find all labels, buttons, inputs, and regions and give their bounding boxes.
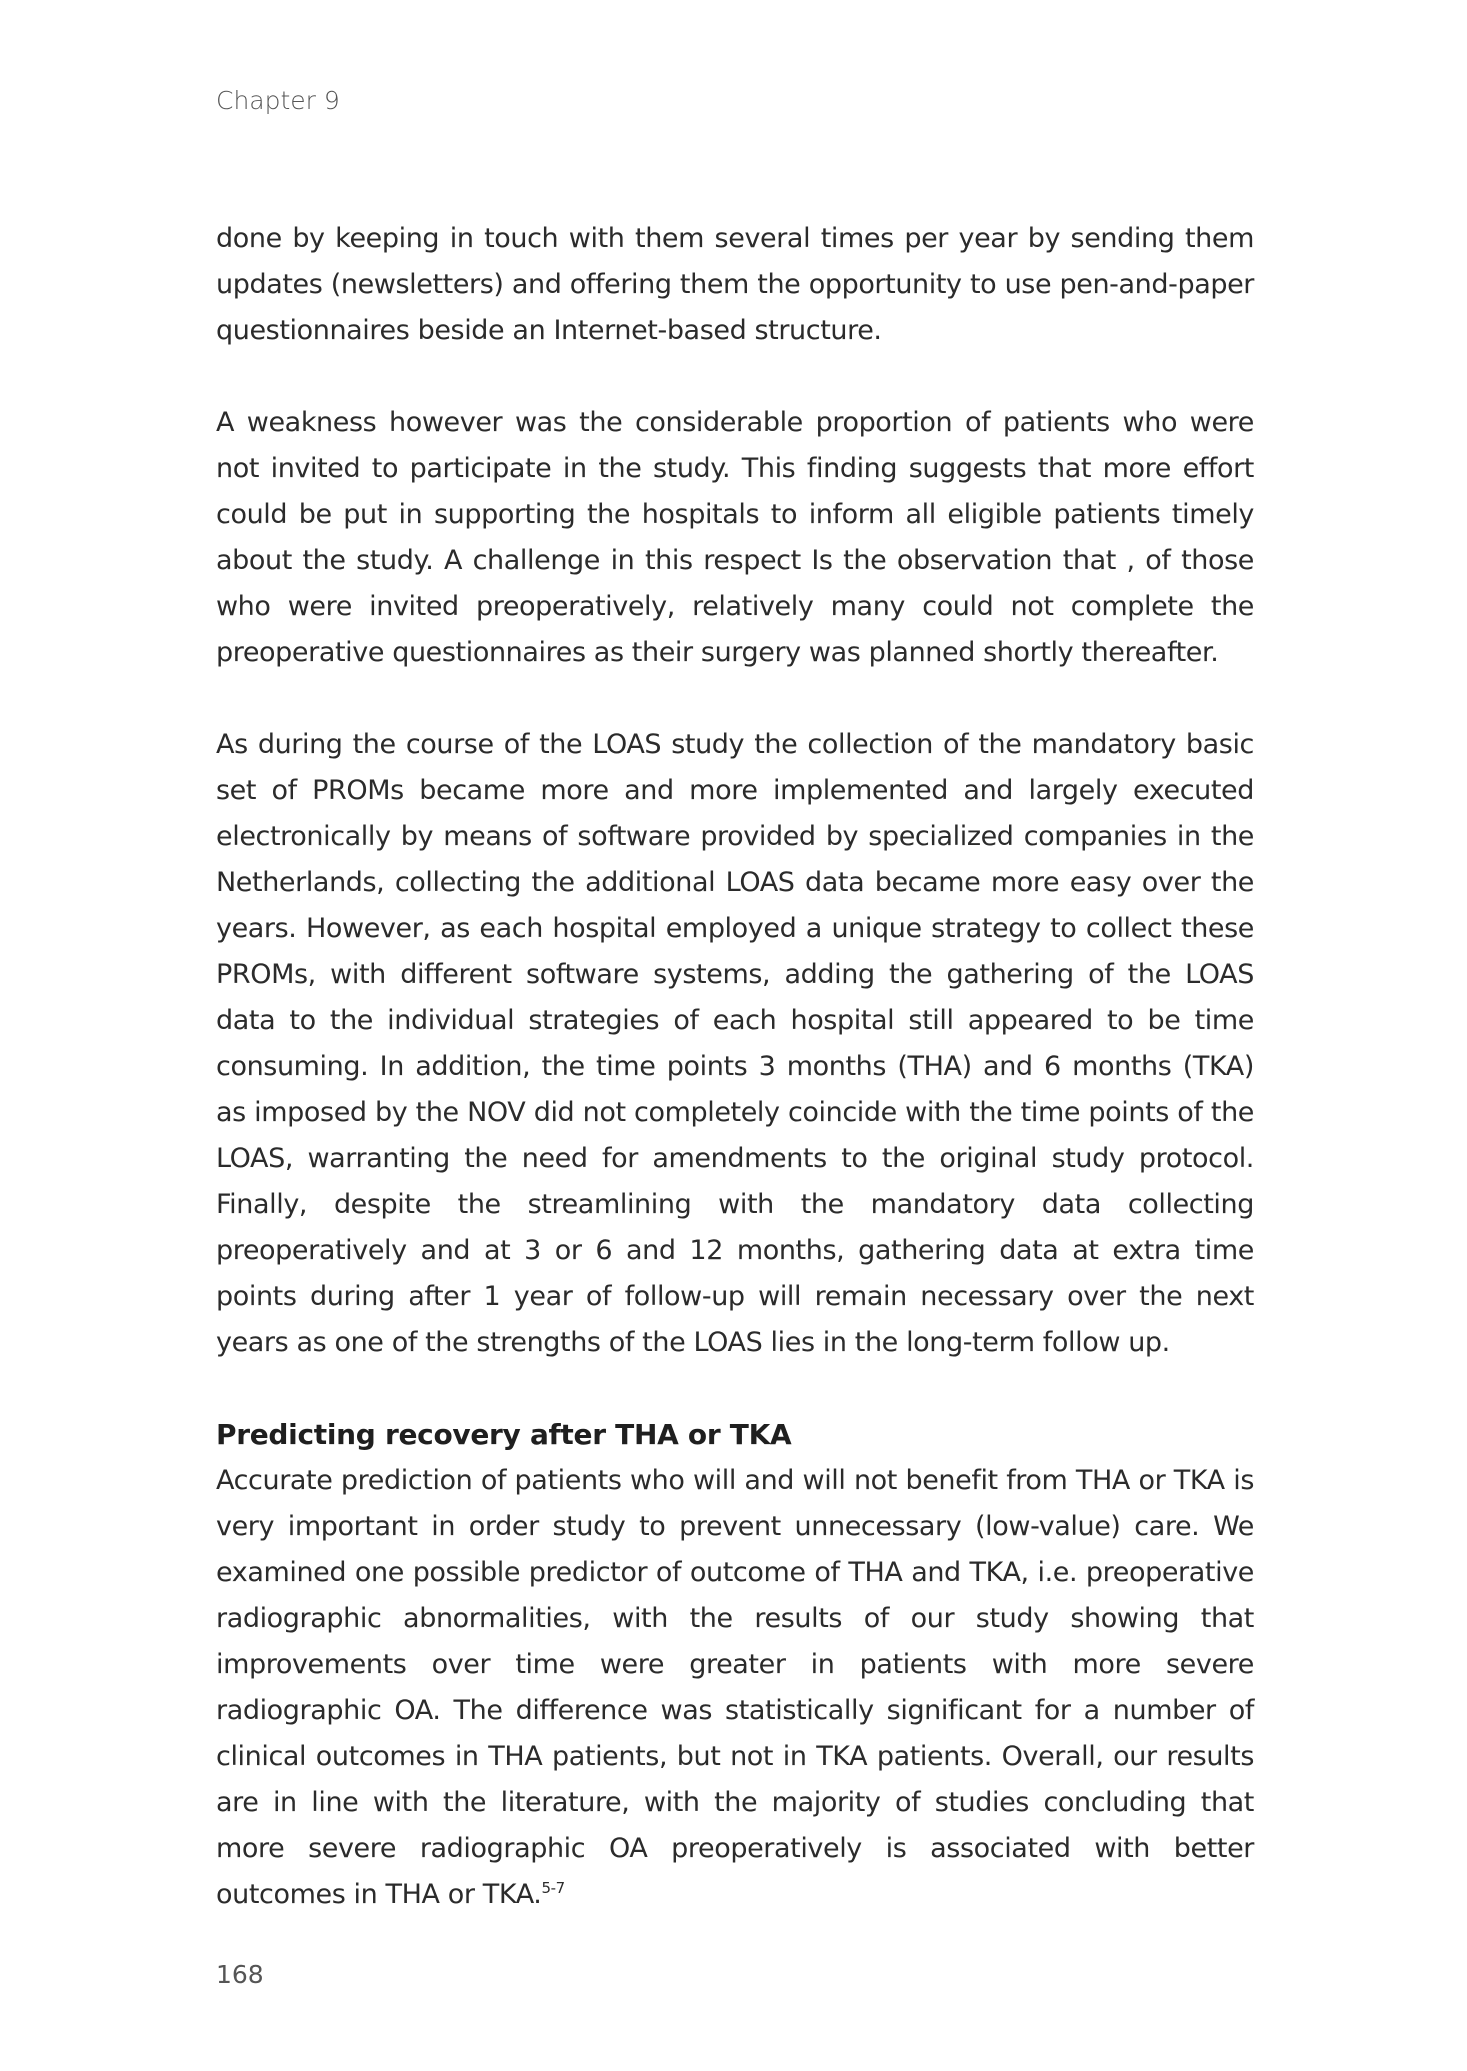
citation-superscript: 5-7 [541,1879,565,1897]
page-number: 168 [216,1960,264,1989]
paragraph-follow-up: done by keeping in touch with them several times per year by sending them updates (newsletters) and offering them the opportunity to use pen-and-paper questionnaires beside an Internet-based structure. [216,223,1254,346]
paragraph-loas-proms: As during the course of the LOAS study the collection of the mandatory basic set of PROMs became more and more implemented and largely executed electronically by means of software provided by specialized companies in the Netherlands, collecting the additional LOAS data became more easy over the years. However, as each hospital employed a unique strategy to collect these PROMs, with different software systems, adding the gathering of the LOAS data to the individual strategies of each hospital still appeared to be time consuming. In addition, the time points 3 months (THA) and 6 months (TKA) as imposed by the NOV did not completely coincide with the time points of the LOAS, warranting the need for amendments to the original study protocol. Finally, despite the streamlining with the mandatory data collecting preoperatively and at 3 or 6 and 12 months, gathering data at extra time points during after 1 year of follow-up will remain necessary over the next years as one of the strengths of the LOAS lies in the long-term follow up. [216,729,1254,1358]
paragraph-prediction-text: Accurate prediction of patients who will and will not benefit from THA or TKA is very important in order study to prevent unnecessary (low-value) care. We examined one possible predictor of outcome of THA and TKA, i.e. preoperative radiographic abnormalities, with the results of our study showing that improvements over time were greater in patients with more severe radiographic OA. The difference was statistically significant for a number of clinical outcomes in THA patients, but not in TKA patients. Overall, our results are in line with the literature, with the majority of studies concluding that more severe radiographic OA preoperatively is associated with better outcomes in THA or TKA. [216,1465,1254,1910]
running-header: Chapter 9 [216,86,340,115]
paragraph-weakness: A weakness however was the considerable proportion of patients who were not invited to participate in the study. This finding suggests that more effort could be put in supporting the hospitals to inform all eligible patients timely about the study. A challenge in this respect Is the observation that , of those who were invited preoperatively, relatively many could not complete the preoperative questionnaires as their surgery was planned shortly thereafter. [216,407,1254,668]
section-heading: Predicting recovery after THA or TKA [216,1418,792,1451]
paragraph-prediction [216,1458,1254,1918]
page-body [216,216,1254,1918]
